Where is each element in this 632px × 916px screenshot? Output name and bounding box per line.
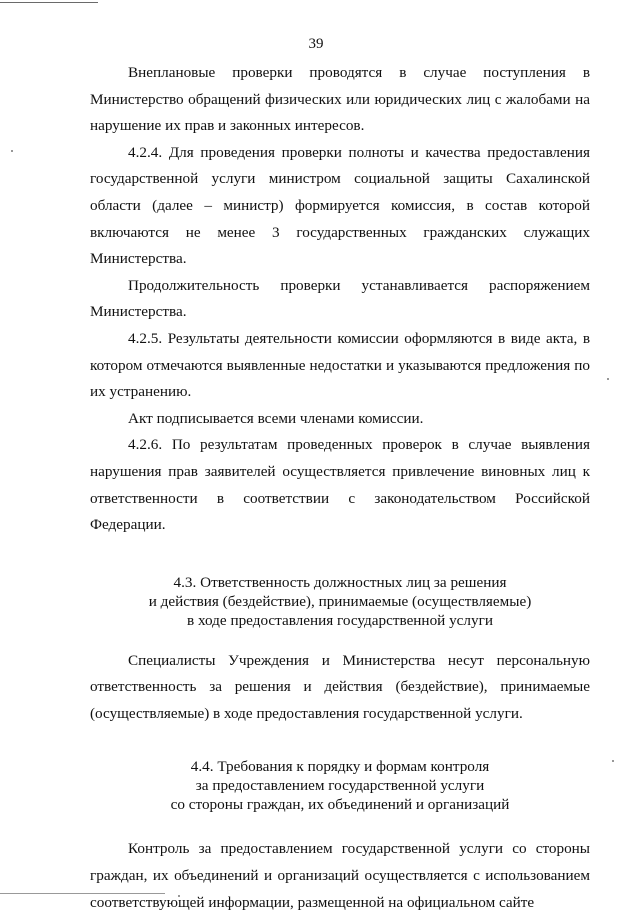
paragraph-4-4-body: Контроль за предоставлением государственной услуги со стороны граждан, их объединений и организаций осуществляется с использованием соответствующей информации, размещенной на официальном сайте bbox=[90, 840, 590, 911]
page-number: 39 bbox=[308, 36, 324, 52]
paragraph-unscheduled-inspections: Внеплановые проверки проводятся в случае поступления в Министерство обращений физических или юридических лиц с жалобами на нарушение их прав и законных интересов. bbox=[90, 64, 590, 135]
paragraph-4-2-5: 4.2.5. Результаты деятельности комиссии оформляются в виде акта, в котором отмечаются выявленные недостатки и указываются предложения по их устранению. bbox=[90, 329, 590, 401]
scan-edge-line-top bbox=[0, 2, 98, 3]
scan-speck bbox=[11, 150, 13, 152]
scan-speck bbox=[612, 760, 614, 762]
scan-speck bbox=[607, 378, 609, 380]
heading-line: за предоставлением государственной услуги bbox=[195, 777, 485, 795]
heading-line: 4.4. Требования к порядку и формам контроля bbox=[190, 758, 490, 776]
heading-line: и действия (бездействие), принимаемые (осуществляемые) bbox=[148, 592, 532, 610]
paragraph-act-signing: Акт подписывается всеми членами комиссии. bbox=[128, 409, 424, 427]
section-heading-4-3 bbox=[90, 573, 590, 630]
heading-line: 4.3. Ответственность должностных лиц за решения bbox=[173, 573, 507, 591]
heading-line: в ходе предоставления государственной услуги bbox=[187, 611, 493, 629]
page-body bbox=[90, 60, 590, 916]
paragraph-4-2-4: 4.2.4. Для проведения проверки полноты и качества предоставления государственной услуги министром социальной защиты Сахалинской области (далее – министр) формируется комиссия, в состав которой включаются не менее 3 государственных гражданских служащих Министерства. bbox=[90, 143, 590, 268]
heading-line: со стороны граждан, их объединений и организаций bbox=[170, 796, 510, 814]
paragraph-inspection-duration: Продолжительность проверки устанавливается распоряжением Министерства. bbox=[90, 276, 590, 321]
paragraph-4-2-6: 4.2.6. По результатам проведенных проверок в случае выявления нарушения прав заявителей осуществляется привлечение виновных лиц к ответственности в соответствии с законодательством Российской Федерации. bbox=[90, 436, 590, 534]
paragraph-4-3-body: Специалисты Учреждения и Министерства несут персональную ответственность за решения и действия (бездействие), принимаемые (осуществляемые) в ходе предоставления государственной услуги. bbox=[90, 651, 590, 722]
section-heading-4-4 bbox=[90, 757, 590, 814]
